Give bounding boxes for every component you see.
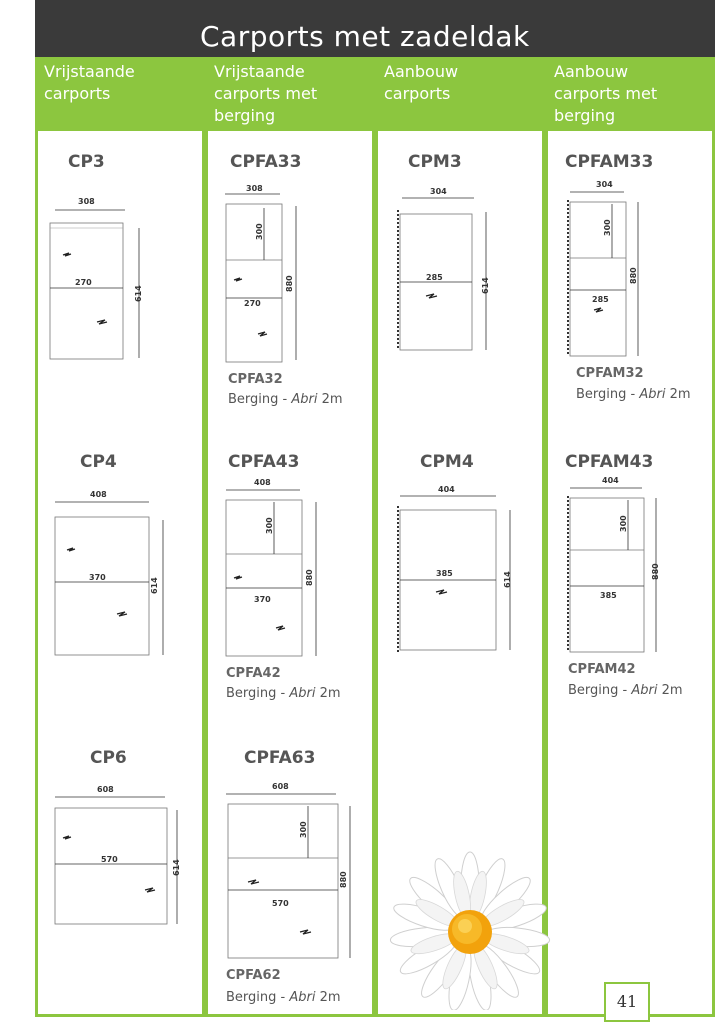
floor-plan-cpfam33 (560, 178, 650, 363)
dimension-storage: 300 (299, 821, 308, 838)
floor-plan-cpfa63 (218, 780, 368, 960)
model-title: CP6 (90, 748, 127, 768)
dimension-storage: 300 (265, 517, 274, 534)
sub-model-caption: Berging - Abri 2m (576, 387, 691, 402)
floor-plan-cp6 (45, 780, 185, 930)
dimension-depth: 614 (503, 571, 512, 588)
column-header (38, 57, 202, 131)
model-title: CPFA63 (244, 748, 316, 768)
dimension-inner: 385 (600, 591, 617, 600)
sub-model-code: CPFA42 (226, 666, 281, 681)
dimension-inner: 270 (75, 278, 92, 287)
dimension-depth: 614 (481, 277, 490, 294)
dimension-storage: 300 (603, 219, 612, 236)
dimension-inner: 385 (436, 569, 453, 578)
floor-plan-cpm4 (390, 480, 520, 655)
floor-plan-cp3 (45, 190, 155, 370)
dimension-width: 608 (272, 782, 289, 791)
dimension-width: 308 (78, 197, 95, 206)
floor-plan-cpfa33 (218, 182, 308, 367)
column-heading: Aanbouw carports met berging (554, 62, 658, 125)
dimension-width: 304 (430, 187, 447, 196)
sub-model-code: CPFAM42 (568, 662, 636, 677)
sub-model-code: CPFAM32 (576, 366, 644, 381)
dimension-width: 304 (596, 180, 613, 189)
model-title: CPFAM33 (565, 152, 654, 172)
model-title: CP4 (80, 452, 117, 472)
dimension-inner: 285 (592, 295, 609, 304)
sub-model-caption: Berging - Abri 2m (226, 686, 341, 701)
page-number: 41 (604, 982, 650, 1022)
dimension-storage: 300 (619, 515, 628, 532)
sub-model-caption: Berging - Abri 2m (228, 392, 343, 407)
sub-model-caption: Berging - Abri 2m (568, 683, 683, 698)
dimension-inner: 370 (89, 573, 106, 582)
dimension-inner: 285 (426, 273, 443, 282)
floor-plan-cpfa43 (218, 476, 328, 661)
dimension-depth: 614 (134, 285, 143, 302)
dimension-inner: 570 (272, 899, 289, 908)
daisy-flower-image (385, 850, 555, 1010)
floor-plan-cp4 (45, 482, 170, 662)
model-title: CPFA43 (228, 452, 300, 472)
dimension-depth: 880 (629, 267, 638, 284)
dimension-width: 408 (254, 478, 271, 487)
dimension-depth: 614 (150, 577, 159, 594)
dimension-width: 404 (602, 476, 619, 485)
model-title: CPFA33 (230, 152, 302, 172)
model-title: CPFAM43 (565, 452, 654, 472)
floor-plan-cpm3 (390, 182, 500, 357)
dimension-depth: 880 (651, 563, 660, 580)
model-title: CPM4 (420, 452, 474, 472)
dimension-depth: 880 (285, 275, 294, 292)
column-heading: Vrijstaande carports met berging (214, 62, 318, 125)
dimension-width: 404 (438, 485, 455, 494)
sub-model-code: CPFA62 (226, 968, 281, 983)
dimension-storage: 300 (255, 223, 264, 240)
page-title: Carports met zadeldak (200, 20, 530, 53)
dimension-inner: 570 (101, 855, 118, 864)
sub-model-caption: Berging - Abri 2m (226, 990, 341, 1005)
model-title: CP3 (68, 152, 105, 172)
column-header (208, 57, 372, 131)
dimension-inner: 370 (254, 595, 271, 604)
dimension-inner: 270 (244, 299, 261, 308)
dimension-width: 308 (246, 184, 263, 193)
column-header (548, 57, 712, 131)
dimension-depth: 880 (339, 871, 348, 888)
dimension-depth: 614 (172, 859, 181, 876)
column-header (378, 57, 542, 131)
dimension-width: 408 (90, 490, 107, 499)
model-title: CPM3 (408, 152, 462, 172)
floor-plan-cpfam43 (560, 474, 670, 659)
dimension-width: 608 (97, 785, 114, 794)
dimension-depth: 880 (305, 569, 314, 586)
column-heading: Aanbouw carports (384, 62, 459, 103)
sub-model-code: CPFA32 (228, 372, 283, 387)
column-heading: Vrijstaande carports (44, 62, 135, 103)
